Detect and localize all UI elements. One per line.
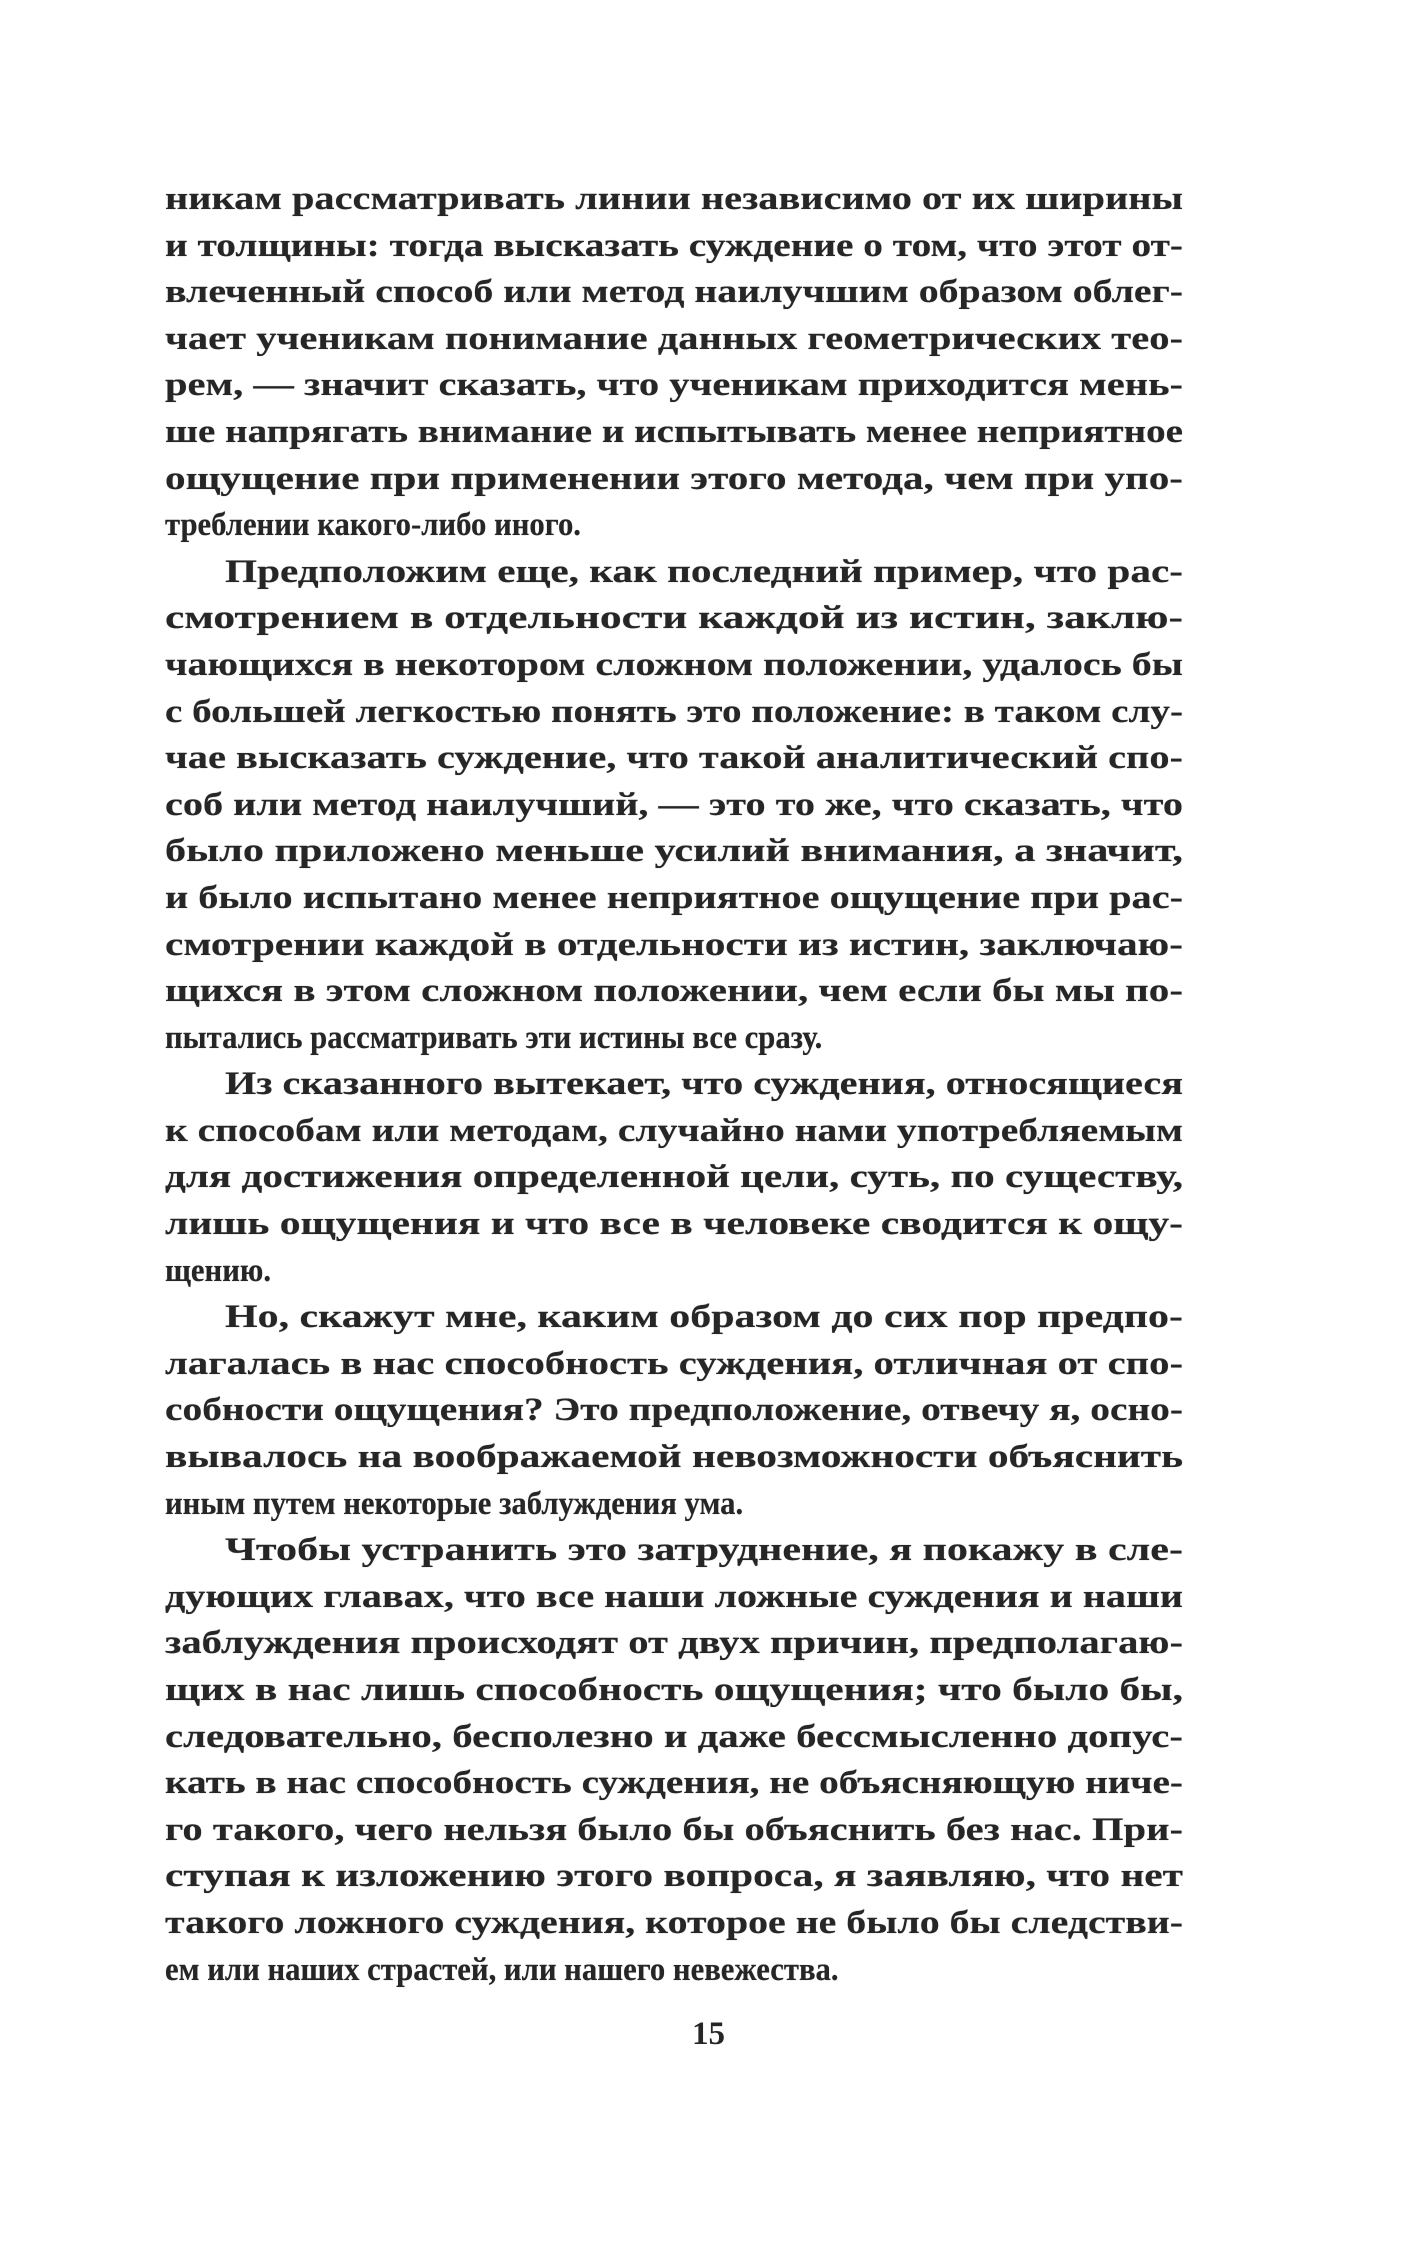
text-line-content: влеченный способ или метод наилучшим образом облег- bbox=[165, 274, 1183, 311]
paragraph bbox=[165, 549, 1183, 1062]
text-line-content: лагалась в нас способность суждения, отличная от спо- bbox=[165, 1345, 1183, 1382]
text-line bbox=[165, 1760, 1183, 1807]
text-line bbox=[165, 1574, 1183, 1621]
text-line bbox=[165, 1154, 1183, 1201]
text-line bbox=[165, 1620, 1183, 1667]
text-line-content: вывалось на воображаемой невозможности объяснить bbox=[165, 1439, 1183, 1476]
text-line-content: Предположим еще, как последний пример, что рас- bbox=[225, 553, 1183, 590]
text-line bbox=[165, 922, 1183, 969]
text-line-content: соб или метод наилучший, — это то же, что сказать, что bbox=[165, 786, 1183, 823]
text-line bbox=[165, 1387, 1183, 1434]
text-line-content: дующих главах, что все наши ложные суждения и наши bbox=[165, 1578, 1183, 1615]
text-line bbox=[165, 689, 1183, 736]
text-line bbox=[165, 269, 1183, 316]
text-line-content: щихся в этом сложном положении, чем если бы мы по- bbox=[165, 973, 1183, 1010]
text-line bbox=[165, 1667, 1183, 1714]
text-line-content: и было испытано менее неприятное ощущение при рас- bbox=[165, 879, 1183, 916]
text-line-content: такого ложного суждения, которое не было бы следстви- bbox=[165, 1904, 1183, 1941]
paragraph bbox=[165, 176, 1183, 549]
text-line-content: к способам или методам, случайно нами употребляемым bbox=[165, 1112, 1183, 1149]
text-line bbox=[165, 1853, 1183, 1900]
text-line-content: с большей легкостью понять это положение: в таком слу- bbox=[165, 693, 1183, 730]
text-line-content: ощущение при применении этого метода, чем при упо- bbox=[165, 460, 1183, 497]
text-line-content: и толщины: тогда высказать суждение о том, что этот от- bbox=[165, 227, 1183, 264]
text-line bbox=[165, 1900, 1183, 1947]
text-line bbox=[165, 1201, 1183, 1248]
text-line-content: лишь ощущения и что все в человеке сводится к ощу- bbox=[165, 1206, 1183, 1243]
text-line bbox=[165, 1061, 1183, 1108]
text-line bbox=[165, 1108, 1183, 1155]
text-line bbox=[165, 782, 1183, 829]
text-line-content: щению. bbox=[165, 1252, 272, 1289]
text-line-content: смотрением в отдельности каждой из истин, заклю- bbox=[165, 600, 1183, 637]
text-line bbox=[165, 362, 1183, 409]
text-line bbox=[165, 595, 1183, 642]
text-line-content: ступая к изложению этого вопроса, я заявляю, что нет bbox=[165, 1858, 1183, 1895]
text-line bbox=[165, 1807, 1183, 1854]
page-number: 15 bbox=[692, 2016, 725, 2052]
text-line bbox=[165, 1294, 1183, 1341]
text-line-content: чающихся в некотором сложном положении, удалось бы bbox=[165, 646, 1183, 683]
text-line-content: заблуждения происходят от двух причин, предполагаю- bbox=[165, 1625, 1183, 1662]
text-line-content: чает ученикам понимание данных геометрических тео- bbox=[165, 320, 1183, 357]
text-line-content: для достижения определенной цели, суть, по существу, bbox=[165, 1159, 1183, 1196]
text-line bbox=[165, 223, 1183, 270]
text-line-content: смотрении каждой в отдельности из истин, заключаю- bbox=[165, 926, 1183, 963]
text-line-content: го такого, чего нельзя было бы объяснить без нас. При- bbox=[165, 1811, 1183, 1848]
text-line bbox=[165, 828, 1183, 875]
text-line-content: было приложено меньше усилий внимания, а значит, bbox=[165, 833, 1183, 870]
text-line-content: кать в нас способность суждения, не объясняющую ниче- bbox=[165, 1765, 1183, 1802]
text-line-content: рем, — значит сказать, что ученикам приходится мень- bbox=[165, 367, 1183, 404]
paragraph bbox=[165, 1061, 1183, 1294]
text-line bbox=[165, 968, 1183, 1015]
text-line-content: никам рассматривать линии независимо от их ширины bbox=[165, 181, 1183, 217]
text-line bbox=[165, 316, 1183, 363]
paragraph bbox=[165, 1294, 1183, 1527]
text-line bbox=[165, 1527, 1183, 1574]
text-line bbox=[165, 502, 1183, 549]
text-line bbox=[165, 735, 1183, 782]
text-line bbox=[165, 549, 1183, 596]
text-line-content: следовательно, бесполезно и даже бессмысленно допус- bbox=[165, 1718, 1183, 1755]
page-body-text bbox=[165, 176, 1183, 1993]
text-line bbox=[165, 1947, 1183, 1994]
text-line-content: Из сказанного вытекает, что суждения, относящиеся bbox=[225, 1066, 1183, 1103]
text-line bbox=[165, 456, 1183, 503]
text-line-content: чае высказать суждение, что такой аналитический спо- bbox=[165, 740, 1183, 777]
text-line-content: треблении какого-либо иного. bbox=[165, 507, 581, 544]
paragraph bbox=[165, 1527, 1183, 1993]
text-line bbox=[165, 176, 1183, 223]
text-line bbox=[165, 1248, 1183, 1295]
text-line-content: Но, скажут мне, каким образом до сих пор предпо- bbox=[225, 1299, 1183, 1336]
text-line-content: собности ощущения? Это предположение, отвечу я, осно- bbox=[165, 1392, 1183, 1429]
text-line-content: ем или наших страстей, или нашего невежества. bbox=[165, 1951, 839, 1988]
text-line bbox=[165, 1434, 1183, 1481]
text-line-content: Чтобы устранить это затруднение, я покажу в сле- bbox=[225, 1532, 1183, 1569]
text-line-content: пытались рассматривать эти истины все сразу. bbox=[165, 1019, 823, 1056]
text-line-content: иным путем некоторые заблуждения ума. bbox=[165, 1485, 744, 1522]
text-line-content: щих в нас лишь способность ощущения; что было бы, bbox=[165, 1672, 1183, 1708]
text-line-content: ше напрягать внимание и испытывать менее неприятное bbox=[165, 413, 1183, 450]
text-line bbox=[165, 642, 1183, 689]
text-line bbox=[165, 1714, 1183, 1761]
text-line bbox=[165, 1341, 1183, 1388]
text-line bbox=[165, 1015, 1183, 1062]
text-line bbox=[165, 875, 1183, 922]
text-line bbox=[165, 409, 1183, 456]
text-line bbox=[165, 1481, 1183, 1528]
